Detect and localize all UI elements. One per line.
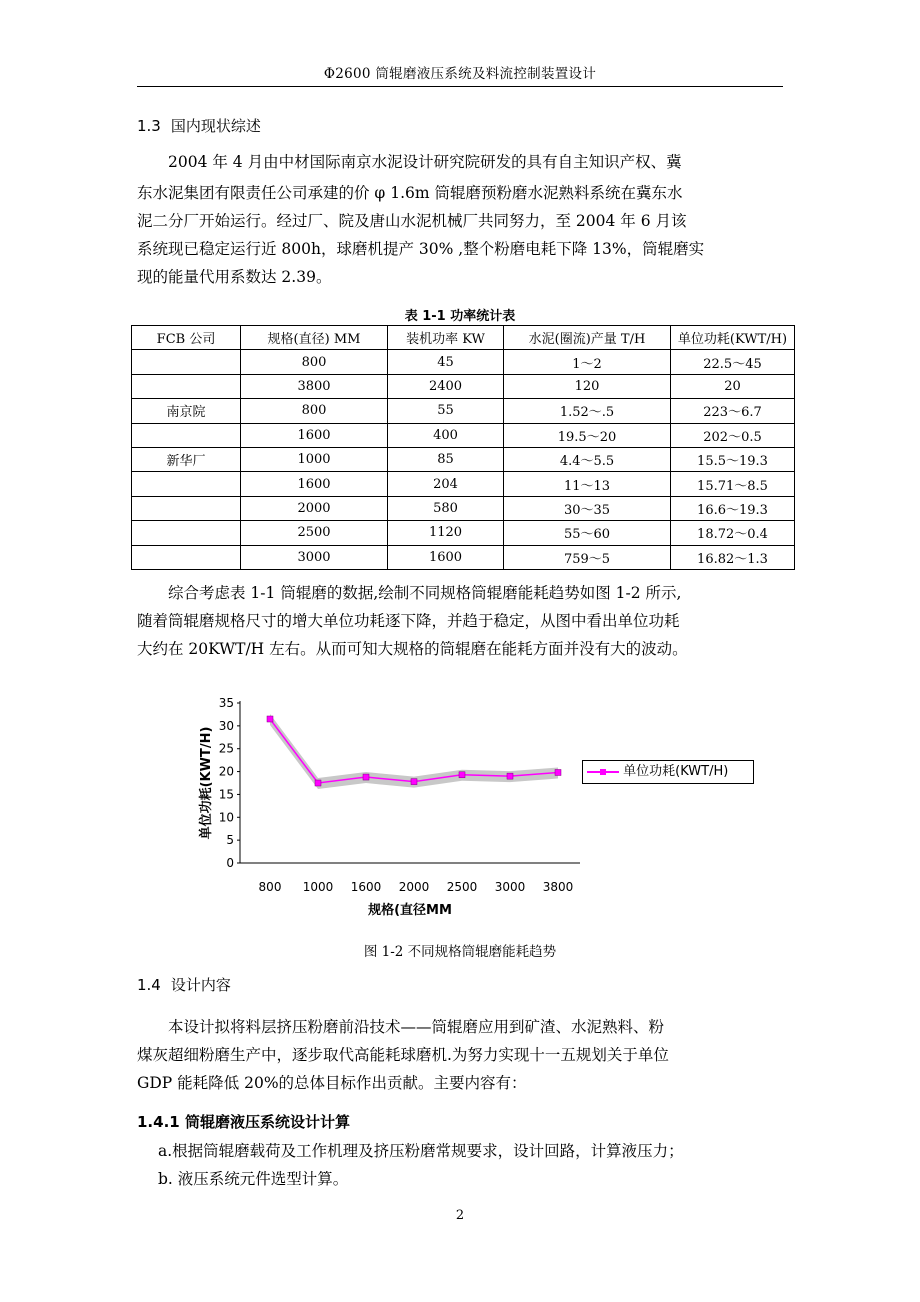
table-cell: 202～0.5 <box>671 423 795 447</box>
x-tick-label: 1600 <box>350 880 382 894</box>
data-point <box>459 772 465 778</box>
table-row <box>132 496 795 520</box>
list-item: b. 液压系统元件选型计算。 <box>158 1170 349 1188</box>
table-cell: 204 <box>388 472 504 496</box>
table-cell <box>132 350 241 374</box>
y-tick-label: 35 <box>218 696 234 710</box>
x-tick-label: 2000 <box>398 880 430 894</box>
energy-trend-chart <box>190 688 590 920</box>
y-tick-label: 15 <box>218 787 234 802</box>
section-title: 国内现状综述 <box>170 117 261 135</box>
table-cell: 16.6～19.3 <box>671 496 795 520</box>
y-tick-label: 10 <box>218 810 234 825</box>
table-row <box>132 350 795 374</box>
section-1-4-1-heading <box>137 1111 350 1132</box>
y-tick-label: 25 <box>218 741 234 756</box>
y-axis-title: 单位功耗(KWT/H) <box>199 726 214 840</box>
table-header-cell: FCB 公司 <box>132 326 241 350</box>
table-header-cell: 规格(直径) MM <box>241 326 388 350</box>
table-cell: 18.72～0.4 <box>671 521 795 545</box>
table-cell: 南京院 <box>132 399 241 423</box>
paragraph-line: 随着筒辊磨规格尺寸的增大单位功耗逐下降，并趋于稳定，从图中看出单位功耗 <box>137 612 680 630</box>
table-row <box>132 545 795 569</box>
section-number: 1.4.1 <box>137 1113 180 1131</box>
table-header-cell: 单位功耗(KWT/H) <box>671 326 795 350</box>
power-statistics-table <box>131 325 795 570</box>
x-tick-label: 800 <box>258 880 282 894</box>
y-tick-label: 20 <box>218 764 234 779</box>
header-rule <box>137 86 783 87</box>
paragraph-line: 煤灰超细粉磨生产中，逐步取代高能耗球磨机.为努力实现十一五规划关于单位 <box>137 1046 669 1064</box>
y-tick-label: 0 <box>226 856 234 870</box>
table-cell: 1.52～.5 <box>504 399 671 423</box>
table-cell <box>132 545 241 569</box>
table-cell: 22.5～45 <box>671 350 795 374</box>
table-cell: 11～13 <box>504 472 671 496</box>
data-point <box>363 774 369 780</box>
paragraph-line: 东水泥集团有限责任公司承建的价 φ 1.6m 筒辊磨预粉磨水泥熟料系统在冀东水 <box>137 184 683 202</box>
data-point <box>555 769 561 775</box>
table-row <box>132 399 795 423</box>
table-header-cell: 装机功率 KW <box>388 326 504 350</box>
x-axis-title: 规格(直径MM <box>368 903 452 918</box>
table-cell: 120 <box>504 374 671 398</box>
data-point <box>267 716 273 722</box>
table-cell: 3800 <box>241 374 388 398</box>
table-cell: 15.5～19.3 <box>671 447 795 471</box>
table-cell: 1600 <box>388 545 504 569</box>
paragraph-line: 系统现已稳定运行近 800h，球磨机提产 30% ,整个粉磨电耗下降 13%，筒辊磨实 <box>137 240 705 258</box>
figure-caption: 图 1-2 不同规格筒辊磨能耗趋势 <box>363 944 557 960</box>
table-cell: 15.71～8.5 <box>671 472 795 496</box>
table-cell: 16.82～1.3 <box>671 545 795 569</box>
table-cell: 55～60 <box>504 521 671 545</box>
table-cell: 1120 <box>388 521 504 545</box>
table-cell <box>132 521 241 545</box>
table-cell: 30～35 <box>504 496 671 520</box>
x-tick-label: 3800 <box>542 880 574 894</box>
paragraph-line: 泥二分厂开始运行。经过厂、院及唐山水泥机械厂共同努力，至 2004 年 6 月该 <box>137 212 687 230</box>
table-cell: 19.5～20 <box>504 423 671 447</box>
table-cell: 223～6.7 <box>671 399 795 423</box>
table-cell: 55 <box>388 399 504 423</box>
paragraph-line: 综合考虑表 1-1 筒辊磨的数据,绘制不同规格筒辊磨能耗趋势如图 1-2 所示, <box>168 584 682 602</box>
table-caption: 表 1-1 功率统计表 <box>404 309 516 324</box>
table-cell: 45 <box>388 350 504 374</box>
table-row <box>132 447 795 471</box>
page-number: 2 <box>455 1208 465 1223</box>
table-cell <box>132 472 241 496</box>
table-header-cell: 水泥(圈流)产量 T/H <box>504 326 671 350</box>
paragraph-line: 现的能量代用系数达 2.39。 <box>137 268 332 286</box>
table-cell: 800 <box>241 350 388 374</box>
table-cell <box>132 374 241 398</box>
section-number: 1.3 <box>137 117 161 135</box>
table-row <box>132 521 795 545</box>
table-cell: 800 <box>241 399 388 423</box>
table-cell: 1～2 <box>504 350 671 374</box>
table-cell: 2000 <box>241 496 388 520</box>
section-1-3-heading <box>137 115 261 136</box>
table-row <box>132 472 795 496</box>
legend-label: 单位功耗(KWT/H) <box>623 764 729 779</box>
legend-swatch <box>587 766 619 778</box>
paragraph-line: 本设计拟将料层挤压粉磨前沿技术——筒辊磨应用到矿渣、水泥熟料、粉 <box>168 1018 665 1036</box>
table-cell: 2500 <box>241 521 388 545</box>
section-1-4-heading <box>137 974 231 995</box>
table-cell: 1600 <box>241 472 388 496</box>
y-tick-label: 5 <box>226 833 234 848</box>
table-cell: 1600 <box>241 423 388 447</box>
section-number: 1.4 <box>137 976 161 994</box>
table-cell: 2400 <box>388 374 504 398</box>
table-cell: 580 <box>388 496 504 520</box>
x-tick-label: 1000 <box>302 880 334 894</box>
data-point <box>315 780 321 786</box>
table-cell: 3000 <box>241 545 388 569</box>
section-title: 设计内容 <box>170 976 231 994</box>
x-tick-label: 3000 <box>494 880 526 894</box>
paragraph-line: 2004 年 4 月由中材国际南京水泥设计研究院研发的具有自主知识产权、冀 <box>168 153 682 171</box>
data-point <box>411 779 417 785</box>
table-cell: 4.4～5.5 <box>504 447 671 471</box>
table-cell: 20 <box>671 374 795 398</box>
table-header-row <box>132 326 795 350</box>
paragraph-line: 大约在 20KWT/H 左右。从而可知大规格的筒辊磨在能耗方面并没有大的波动。 <box>137 640 688 658</box>
x-tick-label: 2500 <box>446 880 478 894</box>
table-cell: 1000 <box>241 447 388 471</box>
table-cell <box>132 423 241 447</box>
y-tick-label: 30 <box>218 718 234 733</box>
data-point <box>507 773 513 779</box>
table-row <box>132 423 795 447</box>
table-row <box>132 374 795 398</box>
table-cell <box>132 496 241 520</box>
table-cell: 85 <box>388 447 504 471</box>
table-cell: 新华厂 <box>132 447 241 471</box>
chart-legend <box>582 760 754 784</box>
list-item: a.根据筒辊磨载荷及工作机理及挤压粉磨常规要求，设计回路，计算液压力； <box>158 1142 684 1160</box>
paragraph-line: GDP 能耗降低 20%的总体目标作出贡献。主要内容有： <box>137 1074 527 1092</box>
section-title: 筒辊磨液压系统设计计算 <box>184 1113 350 1131</box>
table-cell: 400 <box>388 423 504 447</box>
table-cell: 759～5 <box>504 545 671 569</box>
page-header: Φ2600 筒辊磨液压系统及料流控制装置设计 <box>323 66 597 82</box>
